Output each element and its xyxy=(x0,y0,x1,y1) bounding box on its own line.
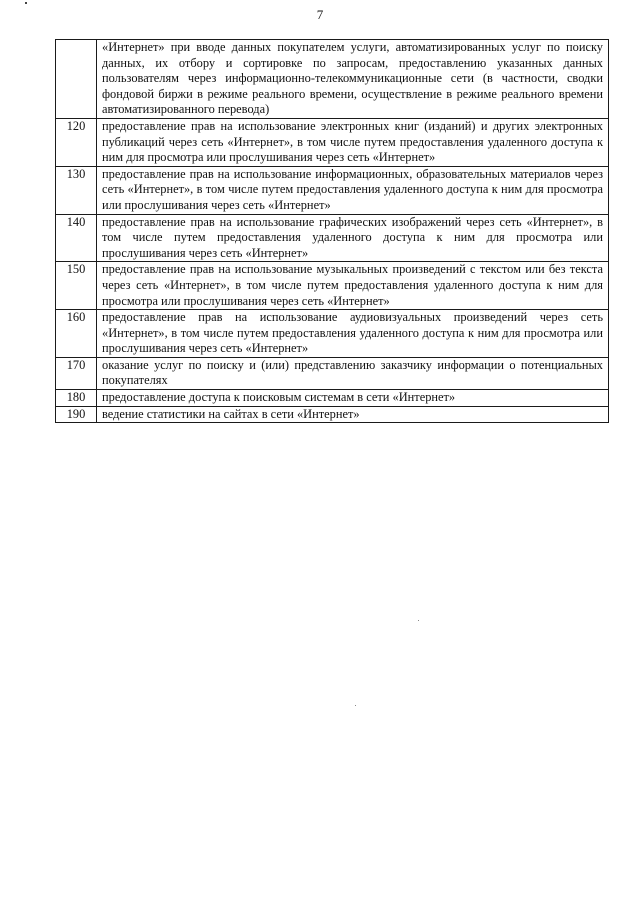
scan-artifact xyxy=(25,2,27,4)
row-description: «Интернет» при вводе данных покупателем услуги, автоматизированных услуг по поиску данных, их отбору и сортировке по запросам, предоставлению указанных данных пользователям через информационно-телекоммуникационные сети (в частности, сводки фондовой биржи в режиме реального времени, осуществление в режиме реального времени автоматизированного перевода) xyxy=(97,40,609,119)
row-description: предоставление прав на использование аудиовизуальных произведений через сеть «Интернет», в том числе путем предоставления удаленного доступа к ним для просмотра или прослушивания через сеть «Интернет» xyxy=(97,310,609,358)
table-row xyxy=(56,118,609,166)
row-description: оказание услуг по поиску и (или) представлению заказчику информации о потенциальных покупателях xyxy=(97,357,609,389)
row-description: предоставление доступа к поисковым системам в сети «Интернет» xyxy=(97,390,609,407)
table-row xyxy=(56,390,609,407)
scan-artifact xyxy=(418,620,419,621)
row-code: 150 xyxy=(56,262,97,310)
row-code: 120 xyxy=(56,118,97,166)
page-number: 7 xyxy=(316,7,324,22)
table-row xyxy=(56,310,609,358)
table-row xyxy=(56,262,609,310)
row-code: 190 xyxy=(56,406,97,423)
row-code: 160 xyxy=(56,310,97,358)
table-row xyxy=(56,40,609,119)
services-table xyxy=(55,39,609,423)
table-row xyxy=(56,357,609,389)
table-row xyxy=(56,166,609,214)
scan-artifact xyxy=(355,705,356,706)
row-code: 130 xyxy=(56,166,97,214)
row-description: предоставление прав на использование графических изображений через сеть «Интернет», в том числе путем предоставления удаленного доступа к ним для просмотра или прослушивания через сеть «Интернет» xyxy=(97,214,609,262)
row-code: 140 xyxy=(56,214,97,262)
table-row xyxy=(56,214,609,262)
row-description: предоставление прав на использование музыкальных произведений с текстом или без текста через сеть «Интернет», в том числе путем предоставления удаленного доступа к ним для просмотра или прослушивания через сеть «Интернет» xyxy=(97,262,609,310)
row-description: ведение статистики на сайтах в сети «Интернет» xyxy=(97,406,609,423)
table-row xyxy=(56,406,609,423)
row-code xyxy=(56,40,97,119)
row-description: предоставление прав на использование информационных, образовательных материалов через сеть «Интернет», в том числе путем предоставления удаленного доступа к ним для просмотра или прослушивания через сеть «Интернет» xyxy=(97,166,609,214)
row-code: 170 xyxy=(56,357,97,389)
row-code: 180 xyxy=(56,390,97,407)
row-description: предоставление прав на использование электронных книг (изданий) и других электронных публикаций через сеть «Интернет», в том числе путем предоставления удаленного доступа к ним для просмотра или прослушивания через сеть «Интернет» xyxy=(97,118,609,166)
